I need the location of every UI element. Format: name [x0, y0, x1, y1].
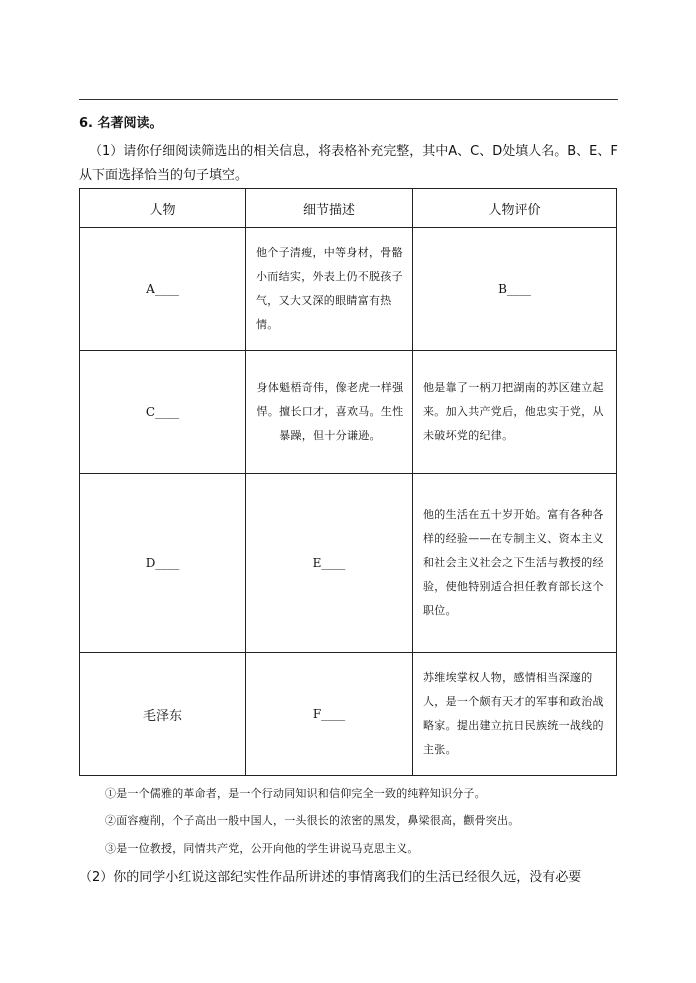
table-row — [80, 653, 617, 776]
cell-detail: 身体魁梧奇伟，像老虎一样强悍。擅长口才，喜欢马。生性暴躁，但十分谦逊。 — [256, 381, 404, 442]
cell-person[interactable]: C____ — [80, 351, 246, 474]
header-eval: 人物评价 — [413, 189, 617, 228]
header-person: 人物 — [80, 189, 246, 228]
cell-detail[interactable]: F____ — [246, 653, 413, 776]
table-row — [80, 228, 617, 351]
cell-detail[interactable]: E____ — [246, 474, 413, 653]
option-2: ②面容瘦削，个子高出一般中国人，一头很长的浓密的黑发，鼻梁很高，颧骨突出。 — [105, 814, 520, 827]
cell-person[interactable]: A____ — [80, 228, 246, 351]
cell-person[interactable]: D____ — [80, 474, 246, 653]
part-2-text: （2）你的同学小红说这部纪实性作品所讲述的事情离我们的生活已经很久远，没有必要 — [79, 870, 582, 885]
info-table — [79, 188, 617, 776]
cell-person: 毛泽东 — [80, 653, 246, 776]
option-1: ①是一个儒雅的革命者，是一个行动同知识和信仰完全一致的纯粹知识分子。 — [105, 787, 486, 800]
cell-eval[interactable]: B____ — [413, 228, 617, 351]
option-3: ③是一位教授，同情共产党，公开向他的学生讲说马克思主义。 — [105, 842, 419, 855]
header-detail: 细节描述 — [246, 189, 413, 228]
question-title: 6. 名著阅读。 — [79, 116, 163, 131]
top-divider — [79, 99, 618, 100]
question-intro: （1）请你仔细阅读筛选出的相关信息，将表格补充完整，其中A、C、D处填人名。B、E、F从下面选择恰当的句子填空。 — [79, 144, 618, 183]
table-header-row — [80, 189, 617, 228]
table-row — [80, 474, 617, 653]
cell-eval: 他的生活在五十岁开始。富有各种各样的经验——在专制主义、资本主义和社会主义社会之下生活与教授的经验，使他特别适合担任教育部长这个职位。 — [423, 508, 604, 617]
table-row — [80, 351, 617, 474]
cell-detail: 他个子清瘦，中等身材，骨骼小而结实，外表上仍不脱孩子气，又大又深的眼睛富有热情。 — [256, 246, 403, 331]
cell-eval: 他是靠了一柄刀把湖南的苏区建立起来。加入共产党后，他忠实于党，从未破坏党的纪律。 — [423, 381, 604, 442]
cell-eval: 苏维埃掌权人物，感情相当深邃的人，是一个颇有天才的军事和政治战略家。提出建立抗日民族统一战线的主张。 — [423, 671, 604, 756]
